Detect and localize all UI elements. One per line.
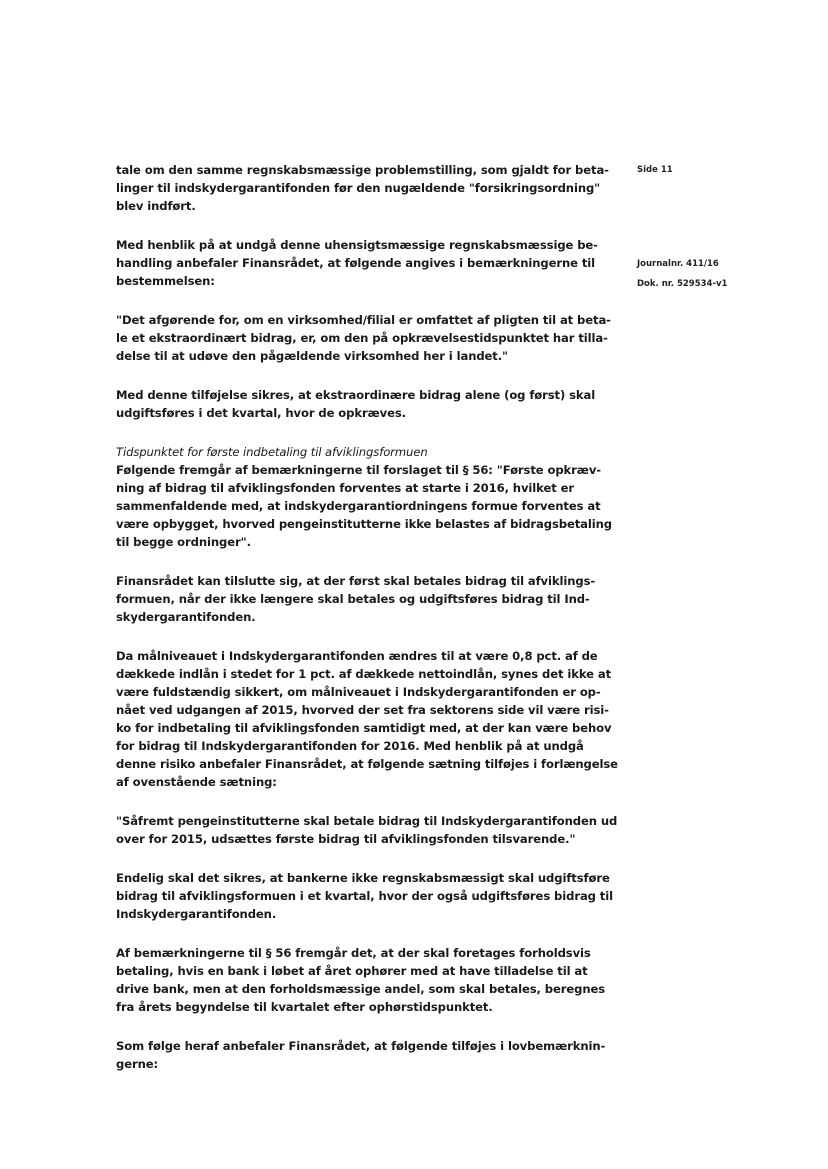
paragraph-line: formuen, når der ikke længere skal betales og udgiftsføres bidrag til Ind- [116,592,590,606]
paragraph-line: ning af bidrag til afviklingsfonden forventes at starte i 2016, hvilket er [116,481,574,495]
paragraph-line: ko for indbetaling til afviklingsfonden samtidigt med, at der kan være behov [116,721,612,735]
paragraph-line: nået ved udgangen af 2015, hvorved der set fra sektorens side vil være risi- [116,703,609,717]
paragraph-line: udgiftsføres i det kvartal, hvor de opkræves. [116,406,406,420]
paragraph-line: Finansrådet kan tilslutte sig, at der først skal betales bidrag til afviklings- [116,574,596,588]
paragraph-line: "Såfremt pengeinstitutterne skal betale bidrag til Indskydergarantifonden ud [116,814,618,828]
paragraph-line: over for 2015, udsættes første bidrag til afviklingsfonden tilsvarende." [116,832,576,846]
paragraph-line: være opbygget, hvorved pengeinstitutterne ikke belastes af bidragsbetaling [116,517,613,531]
paragraph-line: til begge ordninger". [116,535,251,549]
paragraph-line: være fuldstændig sikkert, om målniveauet i Indskydergarantifonden er op- [116,685,601,699]
paragraph-line: delse til at udøve den pågældende virksomhed her i landet." [116,349,508,363]
paragraph-line: Da målniveauet i Indskydergarantifonden ændres til at være 0,8 pct. af de [116,649,598,663]
paragraph-line: Af bemærkningerne til § 56 fremgår det, at der skal foretages forholdsvis [116,946,591,960]
journal-number: Journalnr. 411/16 [637,259,719,269]
paragraph-line: Indskydergarantifonden. [116,907,277,921]
document-number: Dok. nr. 529534-v1 [637,279,728,289]
paragraph-line: Endelig skal det sikres, at bankerne ikke regnskabsmæssigt skal udgiftsføre [116,871,610,885]
paragraph-line: Som følge heraf anbefaler Finansrådet, at følgende tilføjes i lovbemærknin- [116,1039,606,1053]
paragraph-line: fra årets begyndelse til kvartalet efter ophørstidspunktet. [116,1000,493,1014]
paragraph-line: tale om den samme regnskabsmæssige problemstilling, som gjaldt for beta- [116,163,609,177]
paragraph-line: Med henblik på at undgå denne uhensigtsmæssige regnskabsmæssige be- [116,238,598,252]
paragraph-line: sammenfaldende med, at indskydergarantiordningens formue forventes at [116,499,601,513]
paragraph [116,869,613,923]
paragraph-line: denne risiko anbefaler Finansrådet, at følgende sætning tilføjes i forlængelse [116,757,618,771]
paragraph-line: le et ekstraordinært bidrag, er, om den på opkrævelsestidspunktet har tilla- [116,331,608,345]
paragraph [116,812,618,848]
paragraph [116,386,596,422]
paragraph [116,236,596,290]
paragraph [116,572,596,626]
section-heading: Tidspunktet for første indbetaling til afviklingsformuen [116,445,428,459]
paragraph-line: bestemmelsen: [116,274,215,288]
paragraph-line: handling anbefaler Finansrådet, at følgende angives i bemærkningerne til [116,256,596,270]
paragraph-line: betaling, hvis en bank i løbet af året ophører med at have tilladelse til at [116,964,588,978]
paragraph [116,161,609,215]
paragraph-line: Med denne tilføjelse sikres, at ekstraordinære bidrag alene (og først) skal [116,388,596,402]
paragraph-line: "Det afgørende for, om en virksomhed/filial er omfattet af pligten til at beta- [116,313,611,327]
paragraph [116,443,613,551]
paragraph-line: skydergarantifonden. [116,610,256,624]
paragraph-line: drive bank, men at den forholdsmæssige andel, som skal betales, beregnes [116,982,606,996]
paragraph-line: bidrag til afviklingsformuen i et kvartal, hvor der også udgiftsføres bidrag til [116,889,613,903]
paragraph-line: af ovenstående sætning: [116,775,277,789]
paragraph [116,1037,606,1073]
body-text [116,161,618,1094]
paragraph-line: Følgende fremgår af bemærkningerne til forslaget til § 56: "Første opkræv- [116,463,602,477]
paragraph-line: blev indført. [116,199,196,213]
paragraph-line: gerne: [116,1057,159,1071]
paragraph [116,647,618,791]
paragraph-line: for bidrag til Indskydergarantifonden for 2016. Med henblik på at undgå [116,739,584,753]
paragraph-line: dækkede indlån i stedet for 1 pct. af dækkede nettoindlån, synes det ikke at [116,667,612,681]
paragraph [116,944,606,1016]
page-number: Side 11 [637,165,673,175]
paragraph [116,311,611,365]
paragraph-line: linger til indskydergarantifonden før den nugældende "forsikringsordning" [116,181,601,195]
